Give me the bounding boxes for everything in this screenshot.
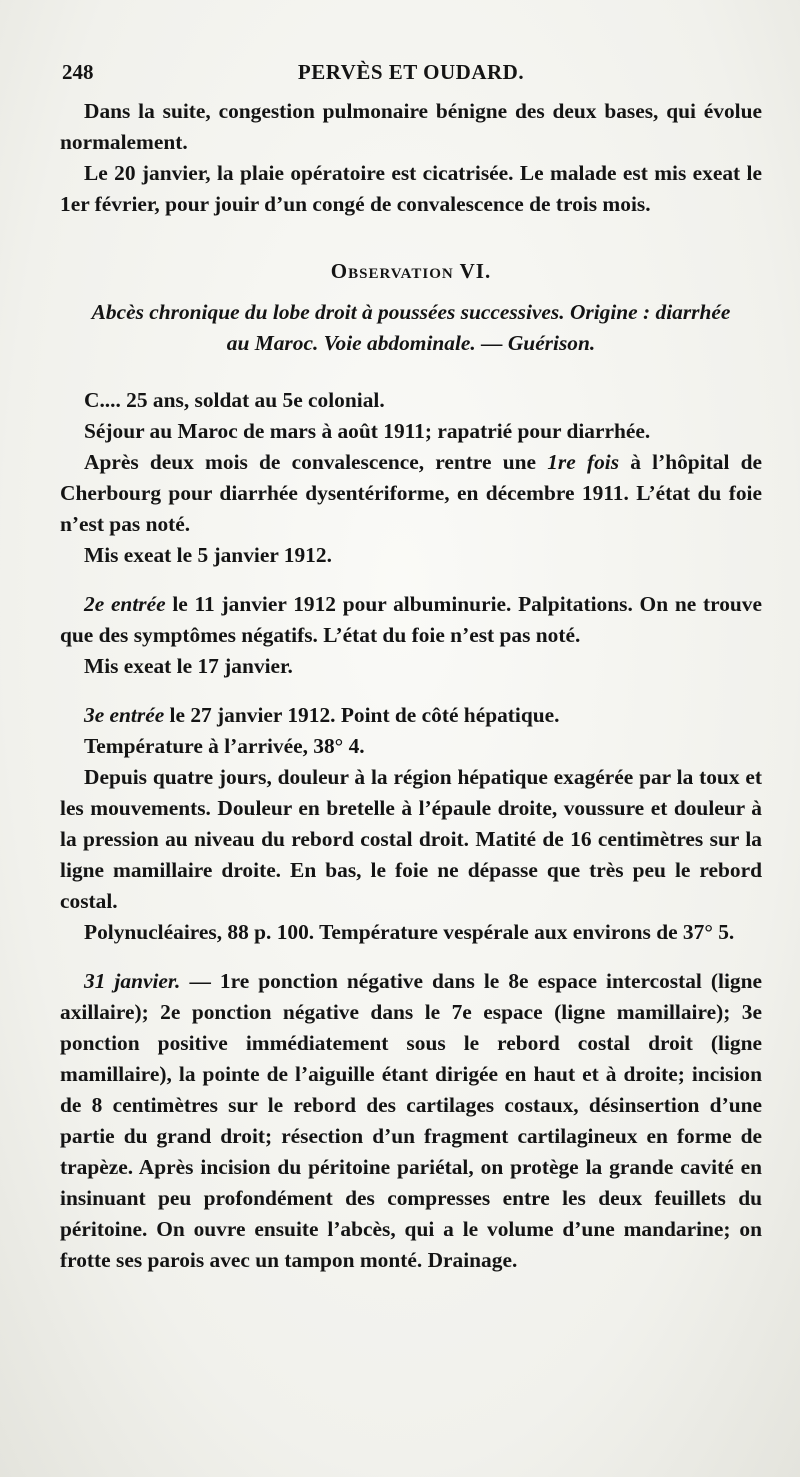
first-admission-paragraph <box>60 447 762 540</box>
second-admission-text: le 11 janvier 1912 pour albuminurie. Palpitations. On ne trouve que des symptômes négatifs. L’état du foie n’est pas noté. <box>60 592 762 647</box>
pain-paragraph: Depuis quatre jours, douleur à la région hépatique exagérée par la toux et les mouvements. Douleur en bretelle à l’épaule droite, voussure et douleur à la pression au niveau du rebord costal droit. Matité de 16 centimètres sur la ligne mamillaire droite. En bas, le foie ne dépasse que très peu le rebord costal. <box>60 765 762 913</box>
observation-subtitle-line-2: au Maroc. Voie abdominale. — Guérison. <box>226 331 596 355</box>
page-header <box>62 60 760 92</box>
paragraph-cicatrisation: Le 20 janvier, la plaie opératoire est cicatrisée. Le malade est mis exeat le 1er février, pour jouir d’un congé de convalescence de trois mois. <box>60 161 762 216</box>
first-admission-label: 1re fois <box>547 450 620 474</box>
observation-title: Observation VI. <box>330 259 492 283</box>
polynuclear-paragraph: Polynucléaires, 88 p. 100. Température vespérale aux environs de 37° 5. <box>84 920 735 944</box>
january-31-label: 31 janvier. <box>84 969 181 993</box>
third-admission-text: le 27 janvier 1912. Point de côté hépatique. <box>164 703 560 727</box>
stay-morocco-line: Séjour au Maroc de mars à août 1911; rapatrié pour diarrhée. <box>84 419 651 443</box>
first-admission-text-a: Après deux mois de convalescence, rentre une <box>84 450 548 474</box>
page-body <box>60 96 762 1276</box>
first-admission-text-b: à l’hôpital de Cherbourg pour diarrhée dysentériforme, en décembre 1911. L’état du foie n’est pas noté. <box>60 450 763 536</box>
second-admission-label: 2e entrée <box>84 592 166 616</box>
observation-subtitle-line-1: Abcès chronique du lobe droit à poussées successives. Origine : diarrhée <box>91 300 731 324</box>
exeat-january-17: Mis exeat le 17 janvier. <box>84 654 293 678</box>
january-31-text: — 1re ponction négative dans le 8e espace intercostal (ligne axillaire); 2e ponction négative dans le 7e espace (ligne mamillaire); 3e ponction positive immédiatement sous le rebord costal droit (ligne mamillaire), la pointe de l’aiguille étant dirigée en haut et à droite; incision de 8 centimètres sur le rebord des cartilages costaux, désinsertion d’une partie du grand droit; résection d’un fragment cartilagineux en forme de trapèze. Après incision du péritoine pariétal, on protège la grande cavité en insinuant peu profondément des compresses entre les deux feuillets du péritoine. On ouvre ensuite l’abcès, qui a le volume d’une mandarine; on frotte ses parois avec un tampon monté. Drainage. <box>60 969 762 1272</box>
observation-subtitle <box>60 297 762 359</box>
third-admission-paragraph <box>60 700 762 731</box>
page-number: 248 <box>62 60 94 84</box>
temperature-arrival: Température à l’arrivée, 38° 4. <box>84 734 365 758</box>
january-31-paragraph <box>60 966 762 1276</box>
paragraph-congestion: Dans la suite, congestion pulmonaire bénigne des deux bases, qui évolue normalement. <box>60 99 762 154</box>
patient-line: C.... 25 ans, soldat au 5e colonial. <box>84 388 385 412</box>
running-title: PERVÈS ET OUDARD. <box>297 60 525 84</box>
exeat-january-5: Mis exeat le 5 janvier 1912. <box>84 543 332 567</box>
third-admission-label: 3e entrée <box>84 703 165 727</box>
second-admission-paragraph <box>60 589 762 651</box>
